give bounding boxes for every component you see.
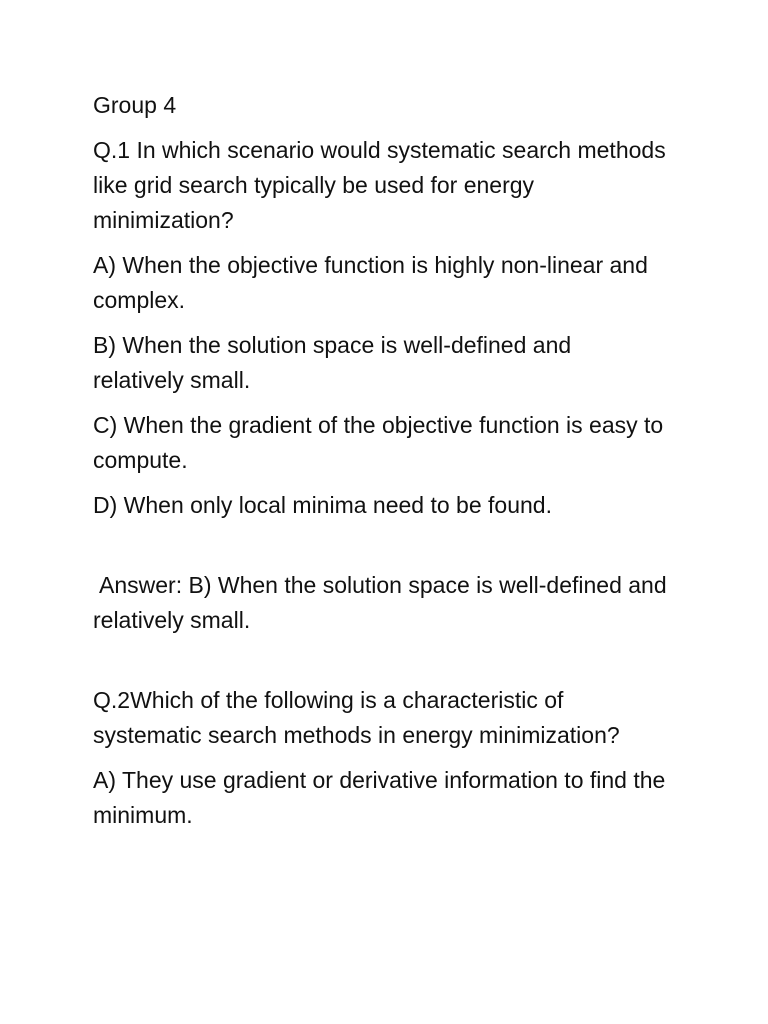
question-1: Q.1 In which scenario would systematic search methods like grid search typically be used for energy minimization?: [93, 137, 666, 233]
document-body: [93, 88, 668, 843]
group-title: Group 4: [93, 92, 177, 118]
q1-option-c: C) When the gradient of the objective function is easy to compute.: [93, 412, 664, 473]
spacer: [93, 648, 668, 683]
q1-option-b: B) When the solution space is well-defined and relatively small.: [93, 332, 572, 393]
q1-answer: Answer: B) When the solution space is well-defined and relatively small.: [93, 572, 667, 633]
q1-option-d: D) When only local minima need to be found.: [93, 492, 552, 518]
q2-option-a: A) They use gradient or derivative information to find the minimum.: [93, 767, 666, 828]
spacer: [93, 533, 668, 568]
question-2: Q.2Which of the following is a characteristic of systematic search methods in energy minimization?: [93, 687, 620, 748]
q1-option-a: A) When the objective function is highly non-linear and complex.: [93, 252, 648, 313]
